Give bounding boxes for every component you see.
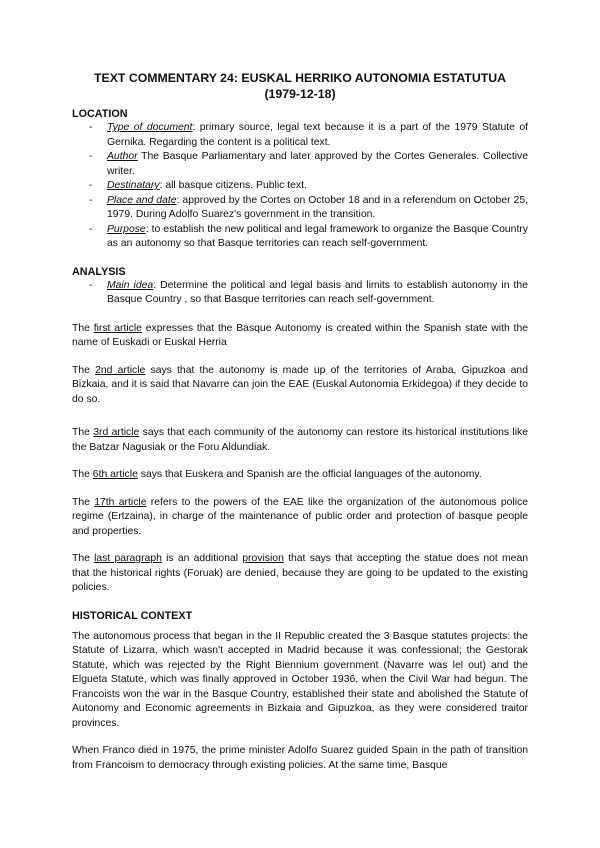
location-item: - Destinatary: all basque citizens. Public text. — [89, 180, 307, 191]
article-ref: 6th article — [92, 469, 138, 480]
item-text: Determine the political and legal basis and limits to establish autonomy in the Basque Country , so that Basque territories can reach self-government. — [107, 279, 528, 305]
analysis-paragraph: The 2nd article says that the autonomy is made up of the territories of Araba, Gipuzkoa and Bizkaia, and it is said that Navarre can join the EAE (Euskal Autonomia Erkidegoa) if they decide to do so. — [72, 364, 528, 405]
analysis-paragraph: The 6th article says that Euskera and Spanish are the official languages of the autonomy. — [72, 469, 482, 480]
title-line-2: (1979-12-18) — [264, 87, 336, 101]
location-item: - Type of document: primary source, legal text because it is a part of the 1979 Statute of Gernika. Regarding the content is a political text. — [89, 122, 528, 148]
item-term: Type of document — [107, 122, 193, 133]
location-item: - Author The Basque Parliamentary and later approved by the Cortes Generales. Collective writer. — [89, 151, 528, 177]
item-text: to establish the new political and legal framework to organize the Basque Country as an autonomy so that Basque territories can reach self-government. — [107, 223, 528, 249]
location-item: - Place and date: approved by the Cortes on October 18 and in a referendum on October 25, 1979. During Adolfo Suarez's government in the transition. — [89, 194, 528, 220]
article-ref: first article — [93, 322, 142, 334]
location-list — [72, 121, 528, 252]
item-text: The Basque Parliamentary and later approved by the Cortes Generales. Collective writer. — [107, 151, 528, 177]
item-term: Destinatary — [107, 180, 160, 191]
historical-context-heading: HISTORICAL CONTEXT — [72, 609, 193, 622]
document-page — [72, 70, 528, 773]
article-ref: 17th article — [94, 496, 147, 508]
analysis-list — [72, 279, 528, 308]
document-title — [72, 70, 528, 102]
provision-ref: provision — [242, 553, 284, 564]
article-ref: last paragraph — [94, 553, 162, 564]
title-line-1: TEXT COMMENTARY 24: EUSKAL HERRIKO AUTONOMIA ESTATUTUA — [94, 71, 506, 85]
article-ref: 2nd article — [95, 364, 146, 376]
main-idea-item: - Main idea: Determine the political and legal basis and limits to establish autonomy in the Basque Country , so that Basque territories can reach self-government. — [89, 279, 528, 305]
location-item: - Purpose: to establish the new political and legal framework to organize the Basque Country as an autonomy so that Basque territories can reach self-government. — [89, 223, 528, 249]
analysis-paragraph: The last paragraph is an additional provision that says that accepting the statue does not mean that the historical rights (Foruak) are denied, because they are going to be updated to the existing policies. — [72, 553, 528, 593]
analysis-paragraph: The 3rd article says that each community of the autonomy can restore its historical institutions like the Batzar Nagusiak or the Foru Aldundiak. — [72, 427, 529, 453]
item-text: approved by the Cortes on October 18 and in a referendum on October 25, 1979. During Adolfo Suarez's government in the transition. — [107, 194, 528, 220]
item-term: Author — [107, 151, 138, 162]
item-term: Place and date — [107, 194, 177, 206]
item-text: primary source, legal text because it is a part of the 1979 Statute of Gernika. Regarding the content is a political text. — [107, 122, 528, 148]
article-ref: 3rd article — [93, 427, 140, 438]
historical-paragraph: When Franco died in 1975, the prime minister Adolfo Suarez guided Spain in the path of transition from Francoism to democracy through existing policies. At the same time, Basque — [72, 745, 528, 771]
location-heading: LOCATION — [72, 108, 128, 120]
item-term: Main idea — [107, 279, 154, 291]
item-term: Purpose — [107, 223, 146, 235]
item-text: all basque citizens. Public text. — [162, 180, 307, 191]
historical-paragraph: The autonomous process that began in the II Republic created the 3 Basque statutes projects: the Statute of Lizarra, which wasn't accepted in Madrid because it was confessional; the Gestorak Statute, which was rejected by the Right Biennium government (Navarre was lel out) and the Elgueta Statute, which was finally approved in October 1936, when the Civil War had begun. The Francoists won the war in the Basque Country, established their state and abolished the Statute of Autonomy and Economic agreements in Bizkaia and Gipuzkoa, as they were considered traitor provinces. — [72, 630, 528, 729]
analysis-paragraph: The 17th article refers to the powers of the EAE like the organization of the autonomous police regime (Ertzaina), in charge of the maintenance of public order and protection of basque people and properties. — [72, 496, 529, 537]
analysis-heading: ANALYSIS — [72, 265, 126, 278]
analysis-paragraph: The first article expresses that the Basque Autonomy is created within the Spanish state with the name of Euskadi or Euskal Herria — [72, 322, 529, 348]
